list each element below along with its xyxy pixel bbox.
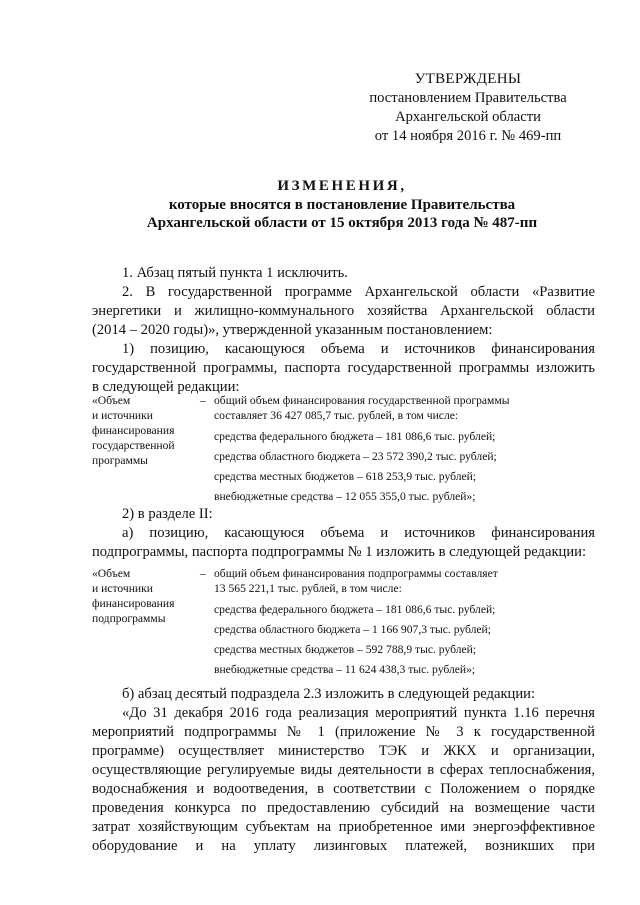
paragraph-line: проведения конкурса по предоставлению субсидий на возмещение части xyxy=(92,800,595,816)
label-line: подпрограммы xyxy=(92,612,166,625)
paragraph-line: в следующей редакции: xyxy=(92,379,240,395)
paragraph-line: энергетики и жилищно-коммунального хозяйства Архангельской области xyxy=(92,303,595,319)
approved-line: постановлением Правительства xyxy=(369,90,567,106)
paragraph-line: мероприятий подпрограммы № 1 (приложение № 3 к государственной xyxy=(92,724,595,740)
document-subtitle-line: Архангельской области от 15 октября 2013 года № 487-пп xyxy=(146,215,538,231)
approval-stamp xyxy=(348,70,588,146)
value-line: общий объем финансирования государственной программы xyxy=(214,394,510,407)
value-line: средства федерального бюджета – 181 086,6 тыс. рублей; xyxy=(214,430,496,443)
paragraph-line: 2. В государственной программе Архангельской области «Развитие xyxy=(122,284,595,300)
value-line: внебюджетные средства – 12 055 355,0 тыс. рублей»; xyxy=(214,490,476,503)
paragraph-line: подпрограммы, паспорта подпрограммы № 1 изложить в следующей редакции: xyxy=(92,544,587,560)
table-label xyxy=(92,393,192,468)
value-line: 13 565 221,1 тыс. рублей, в том числе: xyxy=(214,582,402,595)
value-line: средства местных бюджетов – 592 788,9 тыс. рублей; xyxy=(214,643,477,656)
value-line: средства федерального бюджета – 181 086,6 тыс. рублей; xyxy=(214,603,496,616)
label-line: финансирования xyxy=(92,424,175,437)
paragraph-1 xyxy=(92,264,595,397)
paragraph-line: оборудование и на уплату лизинговых платежей, возникших при xyxy=(92,838,595,854)
value-line: средства областного бюджета – 23 572 390,2 тыс. рублей; xyxy=(214,450,497,463)
paragraph-line: программе) осуществляет министерство ТЭК и ЖКХ и организации, xyxy=(92,743,595,759)
table-values xyxy=(214,393,604,507)
document-subtitle-line: которые вносятся в постановление Правительства xyxy=(168,197,516,213)
value-line: средства областного бюджета – 1 166 907,3 тыс. рублей; xyxy=(214,623,491,636)
approved-line: от 14 ноября 2016 г. № 469-пп xyxy=(374,128,562,144)
document-title: ИЗМЕНЕНИЯ, xyxy=(277,178,407,194)
paragraph-line: затрат хозяйствующим субъектам на приобретенное ими энергоэффективное xyxy=(92,819,595,835)
approved-heading: УТВЕРЖДЕНЫ xyxy=(414,71,522,87)
value-line: средства местных бюджетов – 618 253,9 тыс. рублей; xyxy=(214,470,477,483)
approved-line: Архангельской области xyxy=(395,109,541,125)
value-line: составляет 36 427 085,7 тыс. рублей, в том числе: xyxy=(214,409,459,422)
label-line: финансирования xyxy=(92,597,175,610)
section-3 xyxy=(92,685,595,856)
financing-table-subprogram xyxy=(92,566,602,676)
value-line: внебюджетные средства – 11 624 438,3 тыс. рублей»; xyxy=(214,663,476,676)
paragraph-line: государственной программы, паспорта государственной программы изложить xyxy=(92,360,595,376)
table-dash: – xyxy=(200,394,206,407)
paragraph-line: «До 31 декабря 2016 года реализация мероприятий пункта 1.16 перечня xyxy=(122,705,595,721)
table-dash: – xyxy=(200,567,206,580)
label-line: и источники xyxy=(92,582,153,595)
paragraph-line: (2014 – 2020 годы)», утвержденной указанным постановлением: xyxy=(92,322,493,338)
paragraph-line: 2) в разделе II: xyxy=(122,506,213,522)
label-line: «Объем xyxy=(92,567,131,580)
paragraph-line: 1. Абзац пятый пункта 1 исключить. xyxy=(122,265,348,281)
table-label xyxy=(92,566,192,626)
paragraph-line: б) абзац десятый подраздела 2.3 изложить в следующей редакции: xyxy=(122,686,536,702)
label-line: государственной xyxy=(92,439,175,452)
value-line: общий объем финансирования подпрограммы составляет xyxy=(214,567,498,580)
label-line: «Объем xyxy=(92,394,131,407)
paragraph-line: 1) позицию, касающуюся объема и источников финансирования xyxy=(122,341,595,357)
table-values xyxy=(214,566,604,680)
label-line: программы xyxy=(92,454,148,467)
section-2 xyxy=(92,505,595,562)
financing-table-program xyxy=(92,393,602,503)
paragraph-line: водоснабжения и водоотведения, в соответствии с Положением о порядке xyxy=(92,781,595,797)
paragraph-line: а) позицию, касающуюся объема и источников финансирования xyxy=(122,525,595,541)
paragraph-line: осуществляющие регулируемые виды деятельности в сферах теплоснабжения, xyxy=(92,762,595,778)
label-line: и источники xyxy=(92,409,153,422)
